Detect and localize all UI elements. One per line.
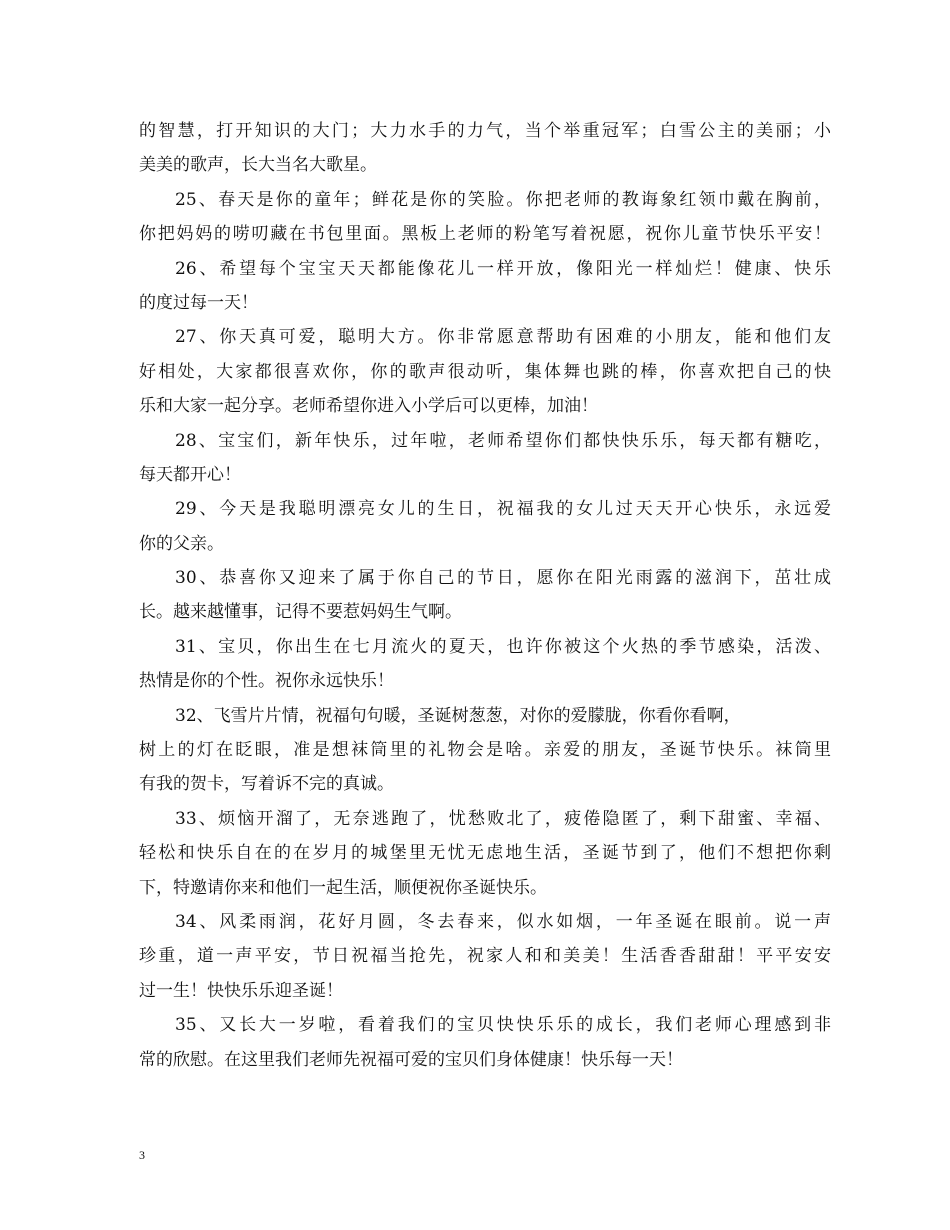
paragraph-29-line: 29、今天是我聪明漂亮女儿的生日，祝福我的女儿过天天开心快乐，永远爱 — [175, 499, 831, 520]
text-line: 下，特邀请你来和他们一起生活，顺便祝你圣诞快乐。 — [139, 877, 547, 898]
text-line: 好相处，大家都很喜欢你，你的歌声很动听，集体舞也跳的棒，你喜欢把自己的快 — [139, 361, 831, 382]
text-line: 常的欣慰。在这里我们老师先祝福可爱的宝贝们身体健康！快乐每一天！ — [139, 1049, 683, 1070]
paragraph-28-line: 28、宝宝们，新年快乐，过年啦，老师希望你们都快快乐乐，每天都有糖吃， — [175, 430, 831, 451]
text-line: 你把妈妈的唠叨藏在书包里面。黑板上老师的粉笔写着祝愿，祝你儿童节快乐平安！ — [139, 224, 831, 245]
paragraph-26-line: 26、希望每个宝宝天天都能像花儿一样开放，像阳光一样灿烂！健康、快乐 — [175, 258, 831, 279]
paragraph-32-line: 32、飞雪片片情，祝福句句暖，圣诞树葱葱，对你的爱朦胧，你看你看啊， — [175, 705, 741, 726]
text-line: 美美的歌声，长大当名大歌星。 — [139, 155, 377, 176]
text-line: 过一生！快快乐乐迎圣诞！ — [139, 980, 343, 1001]
document-body — [139, 114, 831, 1077]
paragraph-33-line: 33、烦恼开溜了，无奈逃跑了，忧愁败北了，疲倦隐匿了，剩下甜蜜、幸福、 — [175, 808, 831, 829]
text-line: 每天都开心！ — [139, 464, 241, 485]
text-line: 你的父亲。 — [139, 533, 224, 554]
paragraph-31-line: 31、宝贝，你出生在七月流火的夏天，也许你被这个火热的季节感染，活泼、 — [175, 636, 831, 657]
text-line: 树上的灯在眨眼，准是想袜筒里的礼物会是啥。亲爱的朋友，圣诞节快乐。袜筒里 — [139, 740, 831, 761]
page-number: 3 — [139, 1148, 145, 1162]
text-line: 珍重，道一声平安，节日祝福当抢先，祝家人和和美美！生活香香甜甜！平平安安 — [139, 946, 831, 967]
paragraph-27-line: 27、你天真可爱，聪明大方。你非常愿意帮助有困难的小朋友，能和他们友 — [175, 327, 831, 348]
text-line: 乐和大家一起分享。老师希望你进入小学后可以更棒，加油！ — [139, 396, 598, 417]
text-line: 的度过每一天！ — [139, 292, 258, 313]
text-line: 热情是你的个性。祝你永远快乐！ — [139, 671, 394, 692]
paragraph-25-line: 25、春天是你的童年；鲜花是你的笑脸。你把老师的教诲象红领巾戴在胸前， — [175, 189, 831, 210]
text-line: 的智慧，打开知识的大门；大力水手的力气，当个举重冠军；白雪公主的美丽；小 — [139, 121, 831, 141]
text-line: 有我的贺卡，写着诉不完的真诚。 — [139, 774, 394, 795]
paragraph-30-line: 30、恭喜你又迎来了属于你自己的节日，愿你在阳光雨露的滋润下，茁壮成 — [175, 568, 831, 589]
text-line: 长。越来越懂事，记得不要惹妈妈生气啊。 — [139, 602, 462, 623]
text-line: 轻松和快乐自在的在岁月的城堡里无忧无虑地生活，圣诞节到了，他们不想把你剩 — [139, 843, 831, 864]
paragraph-35-line: 35、又长大一岁啦，看着我们的宝贝快快乐乐的成长，我们老师心理感到非 — [175, 1015, 831, 1036]
paragraph-34-line: 34、风柔雨润，花好月圆，冬去春来，似水如烟，一年圣诞在眼前。说一声 — [175, 911, 831, 932]
